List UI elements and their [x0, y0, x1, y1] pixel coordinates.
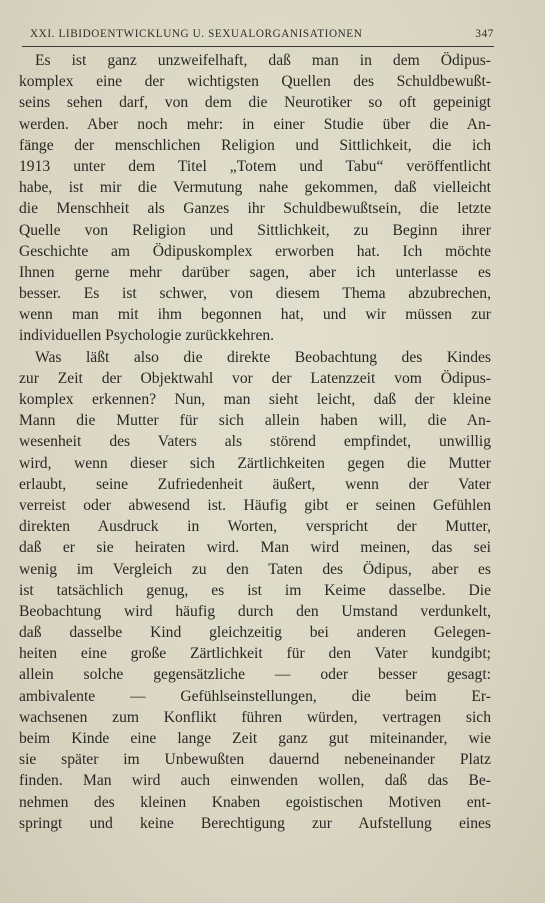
text-line: Was läßt also die direkte Beobachtung des Kindes: [35, 348, 491, 366]
text-line: allein solche gegensätzliche — oder besser gesagt:: [19, 666, 491, 684]
text-line: erlaubt, seine Zufriedenheit äußert, wenn der Vater: [19, 475, 491, 493]
text-line: Ihnen gerne mehr darüber sagen, aber ich unterlasse es: [19, 263, 491, 281]
text-line: sie später im Unbewußten dauernd nebeneinander Platz: [19, 751, 491, 769]
text-line: springt und keine Berechtigung zur Aufstellung eines: [19, 814, 491, 832]
text-line: heiten eine große Zärtlichkeit für den Vater kundgibt;: [19, 645, 491, 663]
text-line: wenn man mit ihm begonnen hat, und wir müssen zur: [19, 306, 491, 324]
text-line: nehmen des kleinen Knaben egoistischen Motiven ent-: [19, 793, 491, 811]
text-line: daß dasselbe Kind gleichzeitig bei anderen Gelegen-: [19, 624, 491, 642]
text-line: wird, wenn dieser sich Zärtlichkeiten gegen die Mutter: [19, 454, 491, 472]
text-line: individuellen Psychologie zurückkehren.: [19, 327, 275, 345]
text-line: komplex eine der wichtigsten Quellen des Schuldbewußt-: [19, 73, 491, 91]
text-line: fänge der menschlichen Religion und Sittlichkeit, die ich: [19, 136, 491, 154]
body-text: [19, 50, 491, 834]
text-line: werden. Aber noch mehr: in einer Studie über die An-: [19, 115, 491, 133]
text-line: die Menschheit als Ganzes ihr Schuldbewußtsein, die letzte: [19, 200, 491, 218]
text-line: besser. Es ist schwer, von diesem Thema abzubrechen,: [19, 285, 491, 303]
text-line: Mann die Mutter für sich allein haben will, die An-: [19, 412, 491, 430]
text-line: seins sehen darf, von dem die Neurotiker so oft gepeinigt: [19, 94, 491, 112]
text-line: Quelle von Religion und Sittlichkeit, zu Beginn ihrer: [19, 221, 491, 239]
text-line: ist tatsächlich genug, es ist im Keime dasselbe. Die: [19, 581, 491, 599]
text-line: Beobachtung wird häufig durch den Umstand verdunkelt,: [19, 602, 491, 620]
text-line: direkten Ausdruck in Worten, verspricht der Mutter,: [19, 518, 491, 536]
text-line: wachsenen zum Konflikt führen würden, vertragen sich: [19, 708, 491, 726]
text-line: Es ist ganz unzweifelhaft, daß man in dem Ödipus-: [35, 52, 491, 69]
text-line: beim Kinde eine lange Zeit ganz gut miteinander, wie: [19, 730, 491, 747]
text-line: ambivalente — Gefühlseinstellungen, die beim Er-: [19, 687, 491, 705]
text-line: 1913 unter dem Titel „Totem und Tabu“ veröffentlicht: [19, 157, 491, 175]
running-title: XXI. LIBIDOENTWICKLUNG U. SEXUALORGANISATIONEN: [30, 28, 363, 40]
page-number: 347: [475, 28, 494, 40]
text-line: finden. Man wird auch einwenden wollen, daß das Be-: [19, 772, 491, 790]
text-line: daß er sie heiraten wird. Man wird meinen, das sei: [19, 539, 491, 557]
text-line: wenig im Vergleich zu den Taten des Ödipus, aber es: [19, 560, 491, 578]
text-line: komplex erkennen? Nun, man sieht leicht, daß der kleine: [19, 391, 491, 408]
text-line: habe, ist mir die Vermutung nahe gekommen, daß vielleicht: [19, 179, 491, 197]
text-line: verreist oder abwesend ist. Häufig gibt er seinen Gefühlen: [19, 496, 491, 514]
running-header: [22, 26, 494, 47]
text-line: Geschichte am Ödipuskomplex erworben hat. Ich möchte: [19, 242, 491, 260]
text-line: zur Zeit der Objektwahl vor der Latenzzeit vom Ödipus-: [19, 369, 491, 387]
text-line: wesenheit des Vaters als störend empfindet, unwillig: [19, 433, 491, 451]
